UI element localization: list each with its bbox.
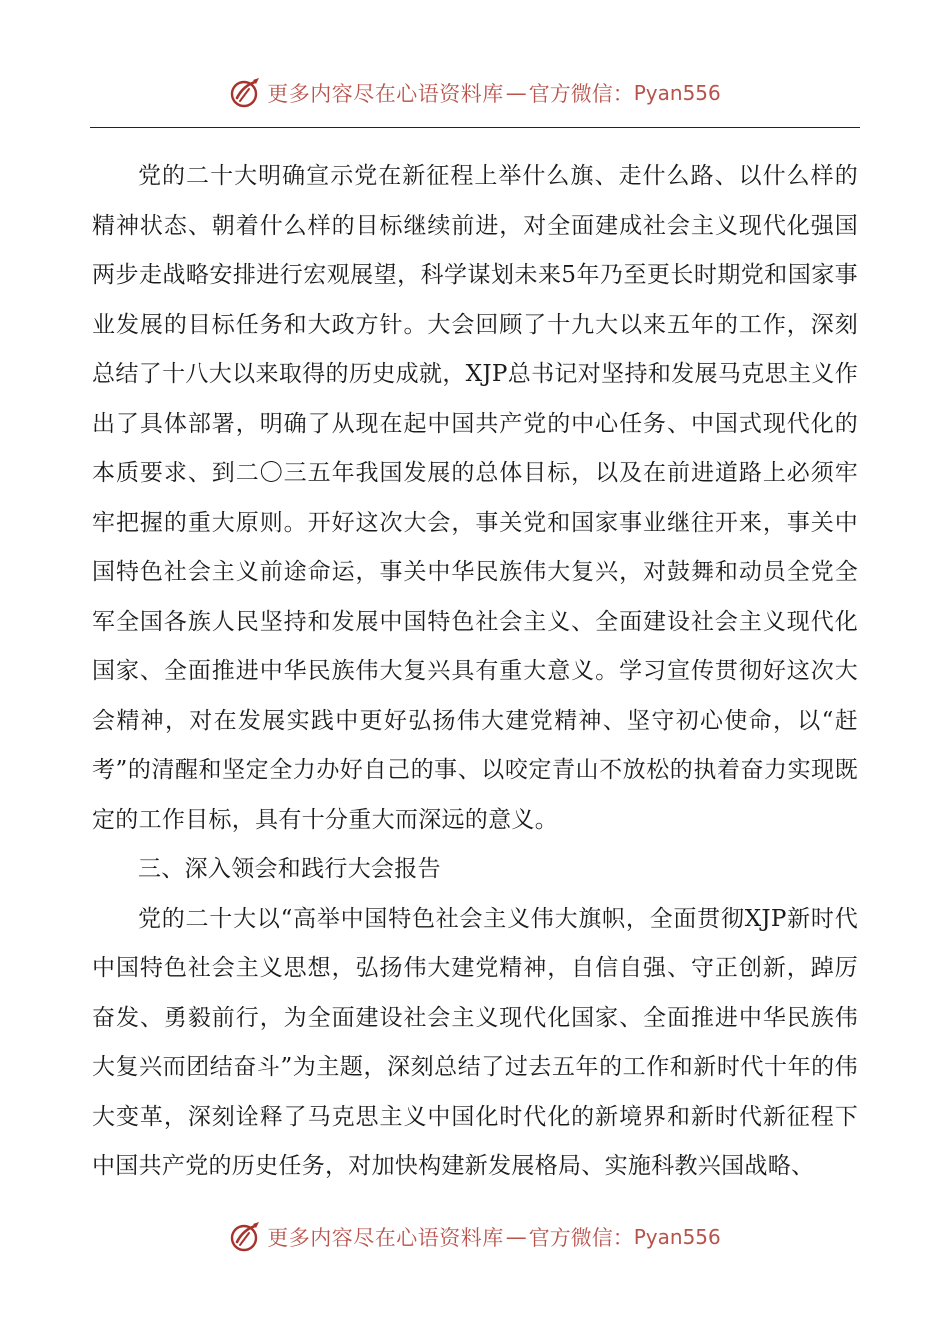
footer-wechat-id: Pyan556 [633,1225,721,1249]
footer-banner [0,1214,950,1260]
header-brand-text: 更多内容尽在心语资料库 [267,82,504,106]
footer-brand-text: 更多内容尽在心语资料库 [267,1226,504,1250]
brand-logo-icon [229,1220,263,1254]
section-heading: 三、深入领会和践行大会报告 [138,856,441,882]
header-divider [90,127,860,128]
brand-logo-icon [229,76,263,110]
header-wechat-id: Pyan556 [633,81,721,105]
document-body [92,152,858,1192]
footer-wechat-label: 官方微信： [528,1226,634,1250]
header-dash: — [505,81,527,105]
body-paragraph-1: 党的二十大明确宣示党在新征程上举什么旗、走什么路、以什么样的精神状态、朝着什么样的目标继续前进，对全面建成社会主义现代化强国两步走战略安排进行宏观展望，科学谋划未来5年乃至更长时期党和国家事业发展的目标任务和大政方针。大会回顾了十九大以来五年的工作，深刻总结了十八大以来取得的历史成就，XJP总书记对坚持和发展马克思主义作出了具体部署，明确了从现在起中国共产党的中心任务、中国式现代化的本质要求、到二〇三五年我国发展的总体目标，以及在前进道路上必须牢牢把握的重大原则。开好这次大会，事关党和国家事业继往开来，事关中国特色社会主义前途命运，事关中华民族伟大复兴，对鼓舞和动员全党全军全国各族人民坚持和发展中国特色社会主义、全面建设社会主义现代化国家、全面推进中华民族伟大复兴具有重大意义。学习宣传贯彻好这次大会精神，对在发展实践中更好弘扬伟大建党精神、坚守初心使命，以“赶考”的清醒和坚定全力办好自己的事、以咬定青山不放松的执着奋力实现既定的工作目标，具有十分重大而深远的意义。 [92,163,858,833]
header-banner [0,70,950,116]
header-wechat-label: 官方微信： [528,82,634,106]
footer-dash: — [505,1225,527,1249]
body-paragraph-2: 党的二十大以“高举中国特色社会主义伟大旗帜，全面贯彻XJP新时代中国特色社会主义思想，弘扬伟大建党精神，自信自强、守正创新，踔厉奋发、勇毅前行，为全面建设社会主义现代化国家、全面推进中华民族伟大复兴而团结奋斗”为主题，深刻总结了过去五年的工作和新时代十年的伟大变革，深刻诠释了马克思主义中国化时代化的新境界和新时代新征程下中国共产党的历史任务，对加快构建新发展格局、实施科教兴国战略、 [92,905,858,1179]
